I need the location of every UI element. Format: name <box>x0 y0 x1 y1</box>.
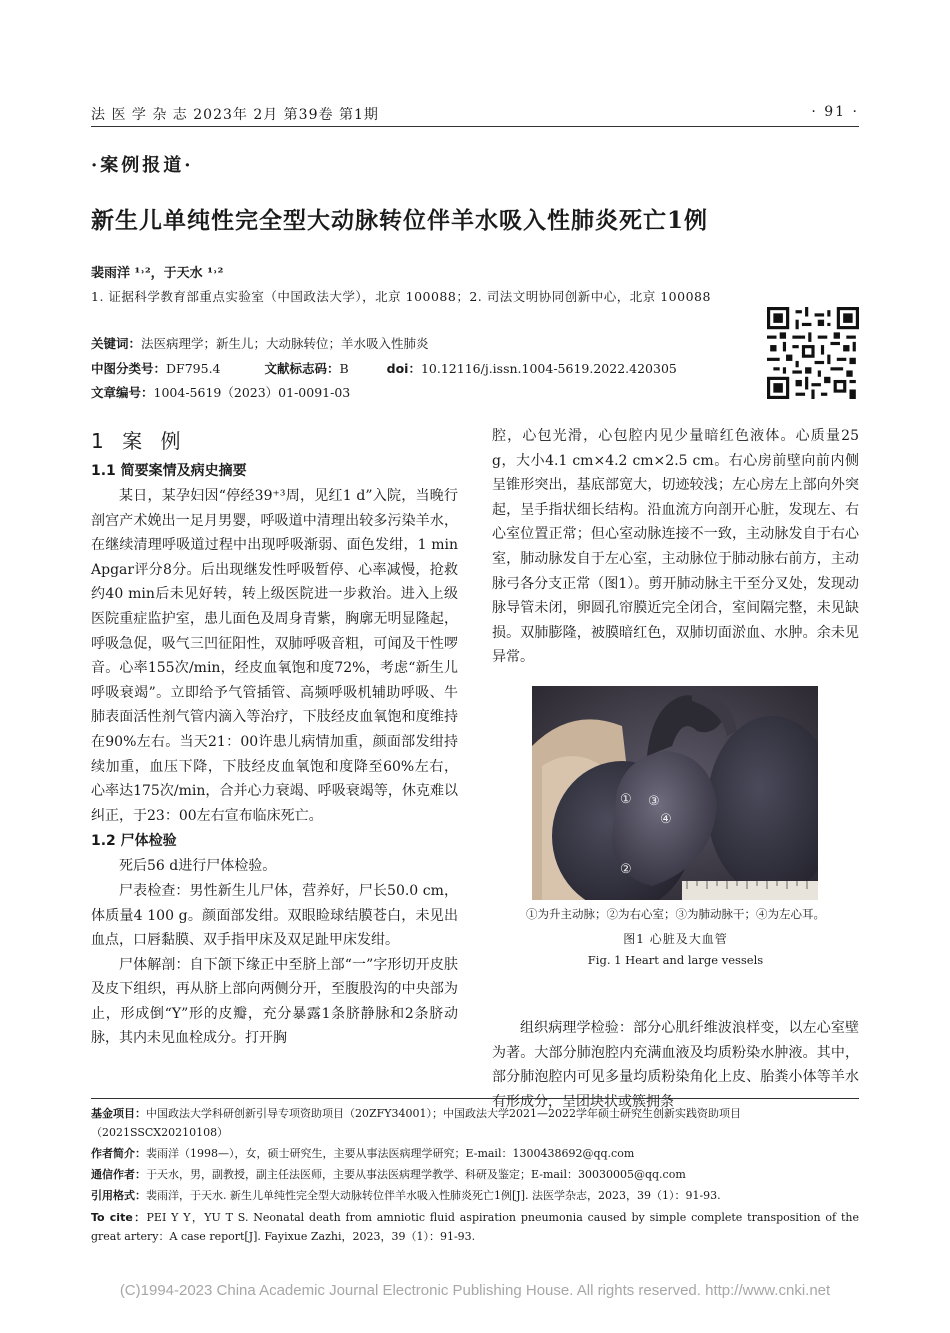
section-heading-case: 1 案 例 <box>91 429 187 453</box>
author-bio-label: 作者简介： <box>91 1147 146 1160</box>
article-no-value: 1004-5619（2023）01-0091-03 <box>153 385 351 400</box>
heart-photo-drawing <box>532 686 818 900</box>
figure-legend: ①为升主动脉；②为右心室；③为肺动脉干；④为左心耳。 <box>526 907 825 921</box>
clc-value: DF795.4 <box>166 361 221 376</box>
keywords-line <box>91 334 429 352</box>
authors: 裴雨洋 ¹˒²，于天水 ¹˒² <box>91 266 224 281</box>
corresponding-text: 于天水，男，副教授，副主任法医师，主要从事法医病理学教学、科研及鉴定；E-mail：30030005@qq.com <box>146 1168 686 1181</box>
doc-code-label: 文献标志码： <box>264 361 340 376</box>
page-number: · 91 · <box>811 104 859 120</box>
fund-label: 基金项目： <box>91 1107 146 1120</box>
journal-header: 法 医 学 杂 志 2023年 2月 第39卷 第1期 <box>91 107 379 123</box>
figure-caption-cn: 图1 心脏及大血管 <box>623 932 728 946</box>
subsection-heading-autopsy: 1.2 尸体检验 <box>91 833 177 850</box>
affiliation: 1. 证据科学教育部重点实验室（中国政法大学），北京 100088；2. 司法文明协同创新中心，北京 100088 <box>91 289 711 304</box>
marker-right-ventricle: ② <box>620 862 632 877</box>
qr-code-icon[interactable] <box>767 307 859 399</box>
footnote-fund <box>91 1104 859 1142</box>
marker-left-auricle: ④ <box>660 812 672 827</box>
doi-label: doi： <box>386 361 421 376</box>
right-column <box>492 424 859 670</box>
citation-en-label: To cite： <box>91 1211 147 1224</box>
clc-label: 中图分类号： <box>91 361 167 376</box>
footnote-corresponding <box>91 1165 859 1184</box>
keywords-label: 关键词： <box>91 336 142 351</box>
article-title: 新生儿单纯性完全型大动脉转位伴羊水吸入性肺炎死亡1例 <box>91 207 709 234</box>
footnote-citation-cn <box>91 1186 859 1205</box>
paragraph-external-exam: 尸表检查：男性新生儿尸体，营养好，尸长50.0 cm，体质量4 100 g。颜面部发绀。双眼睑球结膜苍白，未见出血点，口唇黏膜、双手指甲床及双足趾甲床发绀。 <box>91 882 458 949</box>
footnote-rule <box>91 1098 859 1099</box>
author-bio-text: 裴雨洋（1998—），女，硕士研究生，主要从事法医病理学研究；E-mail：1300438692@qq.com <box>146 1147 635 1160</box>
heart-specimen-photo <box>532 686 818 900</box>
left-column <box>91 424 458 1051</box>
figure-caption-en: Fig. 1 Heart and large vessels <box>587 953 764 967</box>
corresponding-label: 通信作者： <box>91 1168 146 1181</box>
footnote-citation-en <box>91 1208 859 1246</box>
right-column-continued <box>492 1016 859 1114</box>
citation-en-text: PEI Y Y，YU T S. Neonatal death from amniotic fluid aspiration pneumonia caused by simple complete transposition of the great artery：A case report[J]. Fayixue Zazhi，2023，39（1）：91-93. <box>91 1211 859 1243</box>
classification-line <box>91 359 677 377</box>
marker-pulmonary-trunk: ③ <box>648 794 660 809</box>
paragraph-history: 某日，某孕妇因“停经39⁺³周，见红1 d”入院，当晚行剖宫产术娩出一足月男婴，呼吸道中清理出较多污染羊水，在继续清理呼吸道过程中出现呼吸渐弱、面色发绀，1 min Apgar评分8分。后出现继发性呼吸暂停、心率减慢，抢救约40 min后未见好转，转上级医院进一步救治。进入上级医院重症监护室，患儿面色及周身青紫，胸廓无明显隆起，呼吸急促，吸气三凹征阳性，双肺呼吸音粗，可闻及干性啰音。心率155次/min，经皮血氧饱和度72%，考虑“新生儿呼吸衰竭”。立即给予气管插管、高频呼吸机辅助呼吸、牛肺表面活性剂气管内滴入等治疗，下肢经皮血氧饱和度维持在90%左右。当天21：00许患儿病情加重，颜面部发绀持续加重，血压下降，下肢经皮血氧饱和度降至60%左右，心率达175次/min，合并心力衰竭、呼吸衰竭等，休克难以纠正，于23：00左右宣布临床死亡。 <box>91 488 458 824</box>
subsection-heading-history: 1.1 简要案情及病史摘要 <box>91 463 247 479</box>
article-no-label: 文章编号： <box>91 385 154 400</box>
copyright-watermark: (C)1994-2023 China Academic Journal Electronic Publishing House. All rights reserved. http://www.cnki.net <box>119 1282 831 1299</box>
header-rule <box>91 126 859 127</box>
marker-ascending-aorta: ① <box>620 792 632 807</box>
doi-value[interactable]: 10.12116/j.issn.1004-5619.2022.420305 <box>420 361 677 376</box>
paragraph-autopsy-time: 死后56 d进行尸体检验。 <box>119 858 277 875</box>
section-tag: ·案例报道· <box>91 155 194 176</box>
keywords: 法医病理学；新生儿；大动脉转位；羊水吸入性肺炎 <box>141 336 429 351</box>
citation-cn-text: 裴雨洋，于天水. 新生儿单纯性完全型大动脉转位伴羊水吸入性肺炎死亡1例[J]. 法医学杂志，2023，39（1）：91-93. <box>146 1189 721 1202</box>
doc-code-value: B <box>339 361 349 376</box>
citation-cn-label: 引用格式： <box>91 1189 146 1202</box>
paragraph-histopathology: 组织病理学检验：部分心肌纤维波浪样变，以左心室壁为著。大部分肺泡腔内充满血液及均质粉染水肿液。其中，部分肺泡腔内可见多量均质粉染角化上皮、胎粪小体等羊水有形成分，呈团块状或簇拥条 <box>492 1020 859 1110</box>
paragraph-heart-findings: 腔，心包光滑，心包腔内见少量暗红色液体。心质量25 g，大小4.1 cm×4.2 cm×2.5 cm。右心房前壁向前内侧呈锥形突出，基底部宽大，切迹较浅；左心房左上部向外突起，呈手指状细长结构。沿血流方向剖开心脏，发现左、右心室位置正常；但心室动脉连接不一致，主动脉发自于右心室，肺动脉发自于左心室，主动脉位于肺动脉右前方，主动脉弓各分支正常（图1）。剪开肺动脉主干至分叉处，发现动脉导管未闭，卵圆孔帘膜近完全闭合，室间隔完整，未见缺损。双肺膨隆，被膜暗红色，双肺切面淤血、水肿。余未见异常。 <box>492 428 859 666</box>
fund-text: 中国政法大学科研创新引导专项资助项目（20ZFY34001）；中国政法大学2021—2022学年硕士研究生创新实践资助项目（2021SSCX20210108） <box>91 1107 742 1139</box>
article-number-line <box>91 383 350 401</box>
footnote-author <box>91 1144 859 1163</box>
paragraph-dissection: 尸体解剖：自下颌下缘正中至脐上部“一”字形切开皮肤及皮下组织，再从脐上部向两侧分开，至腹股沟的中央部为止，形成倒“Y”形的皮瓣，充分暴露1条脐静脉和2条脐动脉，其内未见血栓成分。打开胸 <box>91 956 458 1047</box>
